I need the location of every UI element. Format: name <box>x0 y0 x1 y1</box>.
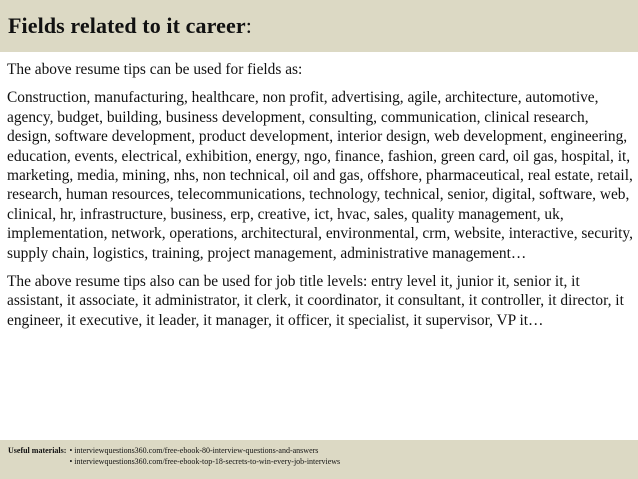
slide-title-colon: : <box>245 13 252 38</box>
title-bar <box>0 0 638 52</box>
materials-link-item <box>69 457 340 468</box>
useful-materials-list <box>69 446 340 467</box>
job-levels-paragraph: The above resume tips also can be used for job title levels: entry level it, junior it, senior it, it assistant, it associate, it administrator, it clerk, it coordinator, it consultant, it controller, it director, it engineer, it executive, it leader, it manager, it officer, it specialist, it supervisor, VP it… <box>7 273 624 329</box>
bullet-icon: • <box>69 456 73 466</box>
materials-link-2[interactable]: interviewquestions360.com/free-ebook-top-18-secrets-to-win-every-job-interviews <box>74 456 341 466</box>
footer-bar <box>0 440 638 479</box>
intro-text: The above resume tips can be used for fields as: <box>7 61 303 78</box>
slide-title-text: Fields related to it career <box>8 13 246 38</box>
useful-materials <box>8 446 340 467</box>
slide-body <box>7 60 633 339</box>
materials-link-item <box>69 446 340 457</box>
materials-link-1[interactable]: interviewquestions360.com/free-ebook-80-interview-questions-and-answers <box>74 446 319 455</box>
fields-paragraph: Construction, manufacturing, healthcare, non profit, advertising, agile, architecture, automotive, agency, budget, building, business development, consulting, communication, clinical research, design, software development, product development, interior design, web development, engineering, education, events, electrical, exhibition, energy, ngo, finance, fashion, green card, oil gas, hospital, it, marketing, media, mining, nhs, non technical, oil and gas, offshore, pharmaceutical, real estate, retail, research, human resources, telecommunications, technology, technical, senior, digital, software, web, clinical, hr, infrastructure, business, erp, creative, ict, hvac, sales, quality management, uk, implementation, network, operations, architectural, environmental, crm, website, interactive, security, supply chain, logistics, training, project management, administrative management… <box>7 89 633 262</box>
useful-materials-label: Useful materials: <box>8 446 67 455</box>
slide-title <box>8 13 252 39</box>
bullet-icon: • <box>69 446 73 455</box>
